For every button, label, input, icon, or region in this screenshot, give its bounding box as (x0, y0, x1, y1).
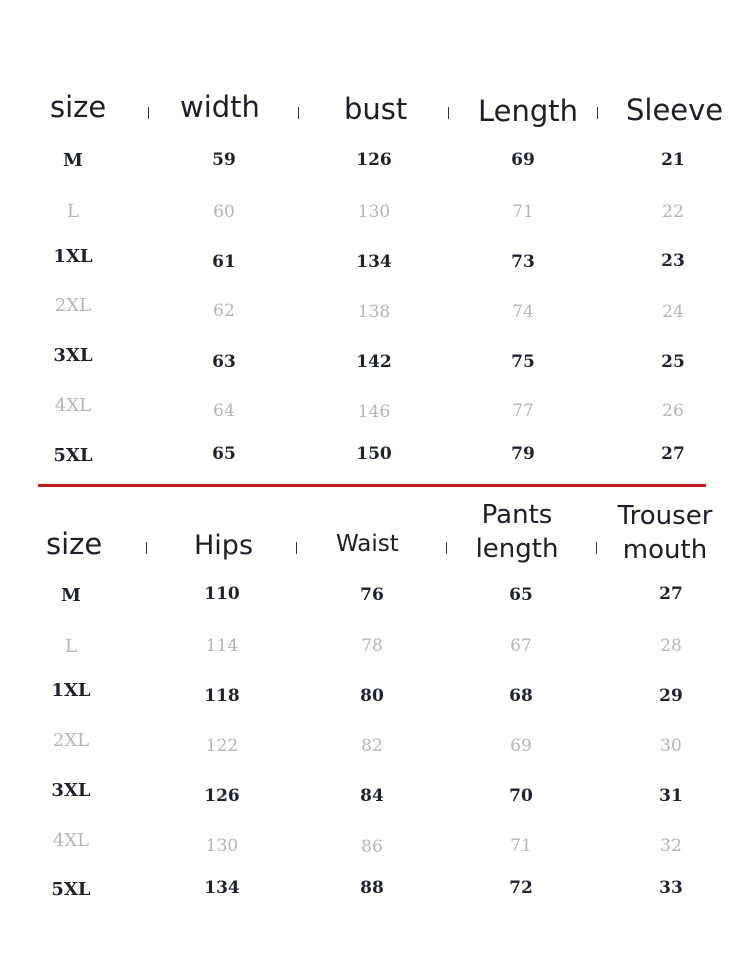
pants-length-cell: 68 (509, 686, 533, 706)
waist-cell: 78 (361, 636, 383, 656)
pants-length-cell: 69 (510, 736, 532, 756)
header-line: mouth (622, 535, 708, 565)
trouser-mouth-cell: 28 (660, 636, 682, 656)
header-line: Trouser (617, 501, 713, 531)
length-cell: 74 (512, 302, 534, 322)
pants-length-cell: 70 (509, 786, 533, 806)
hips-cell: 134 (204, 878, 240, 898)
size-cell: 5XL (51, 879, 91, 900)
header-separator (446, 542, 447, 554)
bottom-header-pants-length (466, 498, 568, 566)
length-cell: 69 (511, 150, 535, 170)
bust-cell: 146 (357, 402, 391, 422)
trouser-mouth-cell: 29 (659, 686, 683, 706)
header-line: Pants (481, 500, 553, 530)
width-cell: 63 (212, 352, 236, 372)
hips-cell: 118 (204, 686, 240, 706)
top-header-bust: bust (344, 92, 408, 126)
sleeve-cell: 26 (662, 401, 684, 421)
bust-cell: 142 (356, 352, 392, 372)
bottom-header-waist: Waist (336, 531, 399, 557)
header-separator (296, 542, 297, 554)
header-separator (597, 107, 598, 119)
length-cell: 79 (511, 444, 535, 464)
sleeve-cell: 25 (661, 352, 685, 372)
length-cell: 75 (511, 352, 535, 372)
waist-cell: 82 (361, 736, 383, 756)
hips-cell: 114 (205, 636, 239, 656)
trouser-mouth-cell: 31 (659, 786, 683, 806)
waist-cell: 76 (360, 585, 384, 605)
sleeve-cell: 22 (662, 202, 684, 222)
header-separator (146, 542, 147, 554)
bottom-header-trouser-mouth (612, 499, 718, 567)
header-separator (298, 107, 299, 119)
sleeve-cell: 27 (661, 444, 685, 464)
waist-cell: 80 (360, 686, 384, 706)
top-header-length: Length (478, 94, 579, 128)
trouser-mouth-cell: 32 (660, 836, 682, 856)
size-cell: 1XL (51, 680, 91, 701)
top-header-width: width (180, 90, 260, 124)
hips-cell: 126 (204, 786, 240, 806)
sleeve-cell: 24 (662, 302, 684, 322)
size-cell: 3XL (53, 345, 93, 366)
size-cell: L (67, 201, 79, 222)
width-cell: 62 (213, 301, 235, 321)
bust-cell: 126 (356, 150, 392, 170)
trouser-mouth-cell: 27 (659, 584, 683, 604)
pants-length-cell: 72 (509, 878, 533, 898)
bottom-header-size: size (46, 527, 103, 561)
size-cell: 1XL (53, 246, 93, 267)
sleeve-cell: 23 (661, 251, 685, 271)
waist-cell: 88 (360, 878, 384, 898)
length-cell: 77 (512, 401, 534, 421)
size-cell: 2XL (52, 730, 90, 751)
bust-cell: 138 (357, 302, 391, 322)
size-cell: 3XL (51, 780, 91, 801)
bottom-header-hips: Hips (194, 530, 254, 561)
waist-cell: 84 (360, 786, 384, 806)
top-header-size: size (50, 90, 107, 124)
trouser-mouth-cell: 33 (659, 878, 683, 898)
waist-cell: 86 (361, 837, 383, 857)
pants-length-cell: 65 (509, 585, 533, 605)
size-cell: M (61, 585, 81, 606)
size-cell: 2XL (54, 295, 92, 316)
length-cell: 71 (512, 202, 534, 222)
hips-cell: 130 (205, 836, 239, 856)
header-separator (148, 107, 149, 119)
hips-cell: 110 (204, 584, 240, 604)
size-cell: M (63, 150, 83, 171)
header-separator (596, 542, 597, 554)
width-cell: 59 (212, 150, 236, 170)
pants-length-cell: 67 (510, 636, 532, 656)
bust-cell: 150 (356, 444, 392, 464)
section-divider (38, 484, 706, 487)
size-cell: L (65, 636, 77, 657)
top-header-sleeve: Sleeve (626, 93, 724, 127)
hips-cell: 122 (205, 736, 239, 756)
width-cell: 65 (212, 444, 236, 464)
bust-cell: 134 (356, 252, 392, 272)
trouser-mouth-cell: 30 (660, 736, 682, 756)
width-cell: 64 (213, 401, 235, 421)
header-separator (448, 107, 449, 119)
width-cell: 61 (212, 252, 236, 272)
size-cell: 5XL (53, 445, 93, 466)
bust-cell: 130 (357, 202, 391, 222)
pants-length-cell: 71 (510, 836, 532, 856)
size-cell: 4XL (54, 395, 92, 416)
size-cell: 4XL (52, 830, 90, 851)
sleeve-cell: 21 (661, 150, 685, 170)
width-cell: 60 (213, 202, 235, 222)
header-line: length (475, 534, 559, 564)
length-cell: 73 (511, 252, 535, 272)
